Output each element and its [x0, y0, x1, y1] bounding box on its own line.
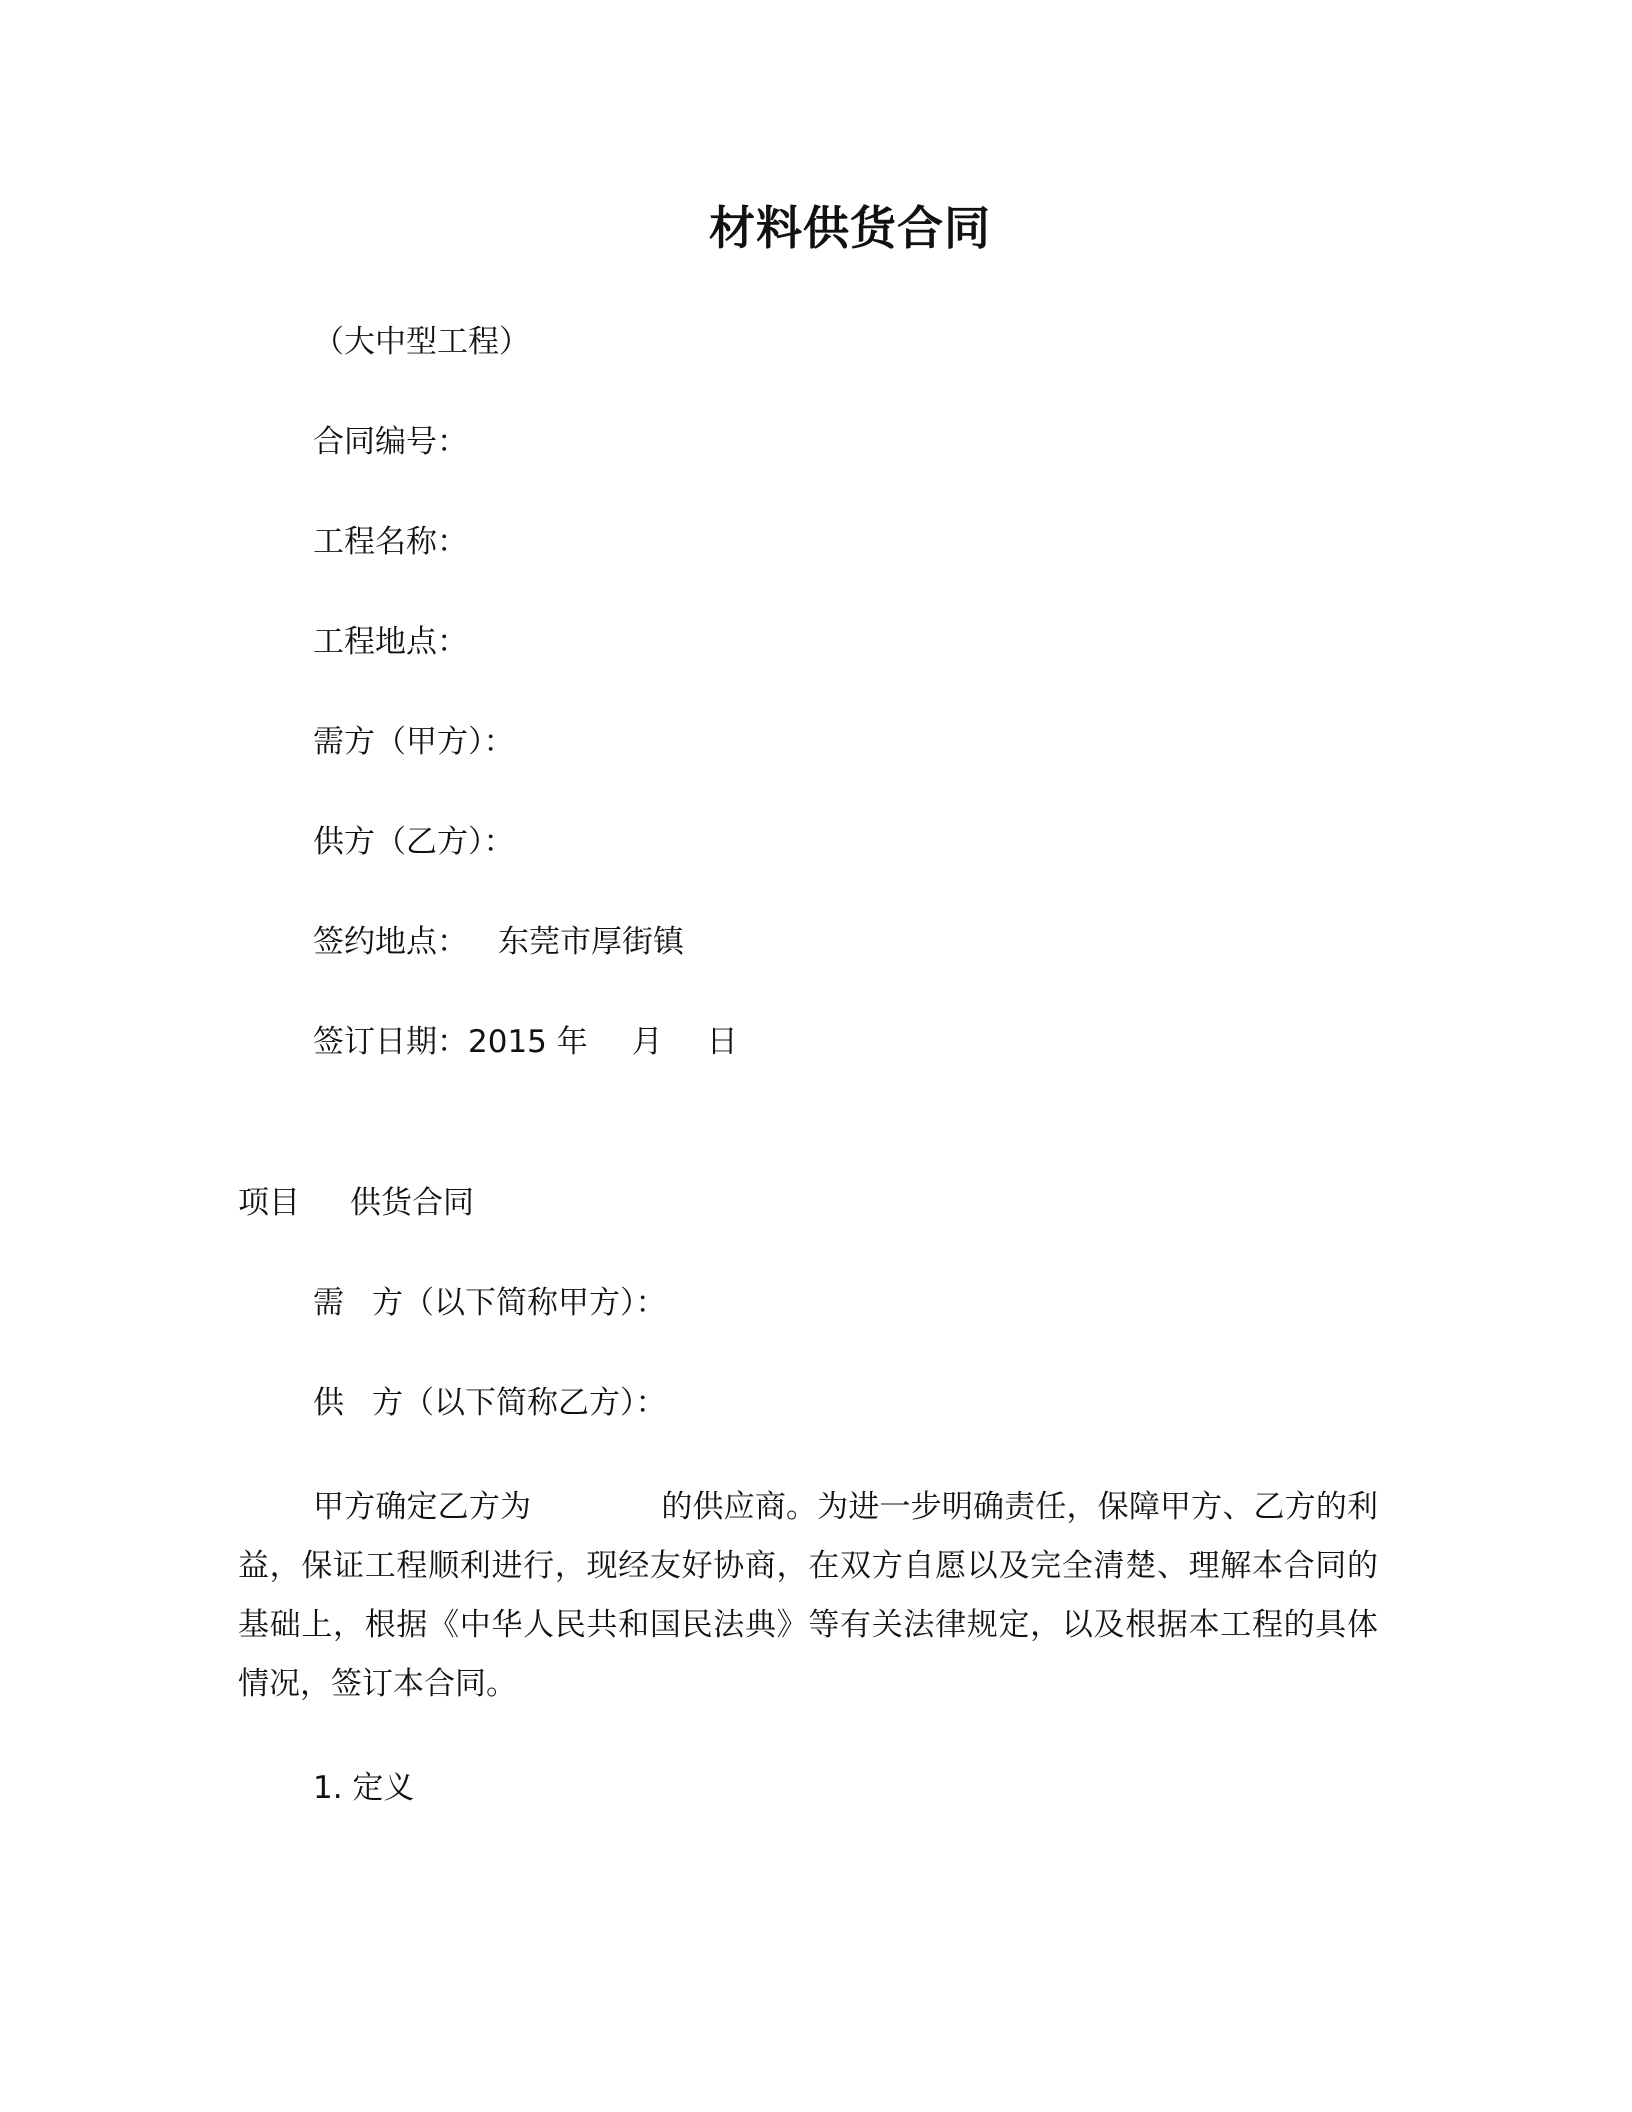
- field-label: 供方（乙方）：: [313, 824, 515, 860]
- intro-paragraph: [238, 1478, 1378, 1714]
- field-project-location: [313, 622, 468, 662]
- field-signing-place: [313, 922, 684, 962]
- field-project-name: [313, 522, 468, 562]
- section-heading: 1. 定义: [313, 1770, 415, 1806]
- field-label: 工程名称：: [313, 524, 468, 560]
- subtitle: （大中型工程）: [313, 324, 530, 360]
- date-month: 月: [631, 1024, 663, 1060]
- party-line-a: [313, 1283, 667, 1323]
- party-label: 需: [313, 1285, 344, 1321]
- intro-part2: 的供应商。为进一步明确责任，保障甲方、乙方的利益，保证工程顺利进行，现经友好协商，在双方自愿以及完全清楚、理解本合同的基础上，根据《中华人民共和国民法典》等有关法律规定，以及根据本工程的具体情况，签订本合同。: [238, 1489, 1379, 1702]
- project-label: 项目: [238, 1185, 300, 1221]
- party-line-b: [313, 1383, 667, 1423]
- date-day: 日: [706, 1024, 738, 1060]
- field-value: 东莞市厚街镇: [498, 924, 684, 960]
- project-line: [238, 1183, 474, 1223]
- field-label: 工程地点：: [313, 624, 468, 660]
- field-label: 签约地点：: [313, 924, 468, 960]
- document-title: 材料供货合同: [709, 201, 991, 255]
- field-label: 签订日期：: [313, 1024, 468, 1060]
- project-value: 供货合同: [350, 1185, 474, 1221]
- field-label: 需方（甲方）：: [313, 724, 515, 760]
- party-text: 方（以下简称甲方）：: [372, 1285, 667, 1321]
- party-label: 供: [313, 1385, 344, 1421]
- party-text: 方（以下简称乙方）：: [372, 1385, 667, 1421]
- field-party-a: [313, 722, 515, 762]
- field-signing-date: [313, 1022, 738, 1062]
- field-party-b: [313, 822, 515, 862]
- date-year: 2015 年: [468, 1024, 588, 1060]
- intro-part1: 甲方确定乙方为: [313, 1489, 532, 1525]
- field-contract-number: [313, 422, 468, 462]
- field-label: 合同编号：: [313, 424, 468, 460]
